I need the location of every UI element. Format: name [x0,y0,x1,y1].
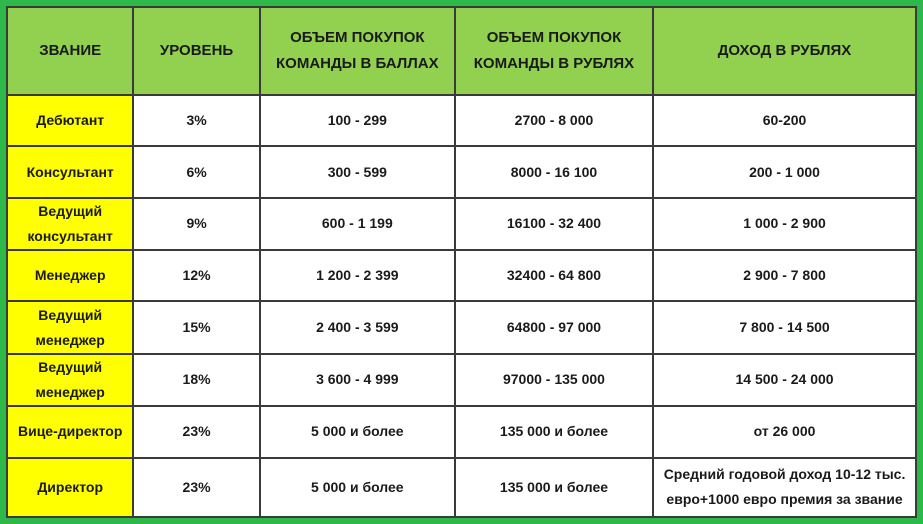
table-row [7,95,916,146]
table-row [7,458,916,517]
header-rubles-volume: ОБЪЕМ ПОКУПОК КОМАНДЫ В РУБЛЯХ [455,7,653,95]
level-cell: 18% [133,354,259,406]
rank-cell: Дебютант [7,95,133,146]
rubles-cell: 16100 - 32 400 [455,198,653,250]
income-cell: Средний годовой доход 10-12 тыс. евро+1000 евро премия за звание [653,458,916,517]
table-row [7,354,916,406]
level-cell: 12% [133,250,259,301]
rank-income-table [6,6,917,518]
income-cell: 7 800 - 14 500 [653,301,916,353]
table-header-row [7,7,916,95]
level-cell: 23% [133,458,259,517]
rank-cell: Ведущий менеджер [7,301,133,353]
points-cell: 2 400 - 3 599 [260,301,455,353]
income-cell: от 26 000 [653,406,916,457]
level-cell: 23% [133,406,259,457]
table-row [7,301,916,353]
income-cell: 60-200 [653,95,916,146]
level-cell: 3% [133,95,259,146]
income-cell: 200 - 1 000 [653,146,916,197]
income-cell: 14 500 - 24 000 [653,354,916,406]
rubles-cell: 32400 - 64 800 [455,250,653,301]
table-row [7,250,916,301]
points-cell: 100 - 299 [260,95,455,146]
points-cell: 5 000 и более [260,458,455,517]
rank-cell: Вице-директор [7,406,133,457]
income-cell: 2 900 - 7 800 [653,250,916,301]
points-cell: 3 600 - 4 999 [260,354,455,406]
header-points-volume: ОБЪЕМ ПОКУПОК КОМАНДЫ В БАЛЛАХ [260,7,455,95]
rubles-cell: 97000 - 135 000 [455,354,653,406]
points-cell: 5 000 и более [260,406,455,457]
rubles-cell: 8000 - 16 100 [455,146,653,197]
points-cell: 1 200 - 2 399 [260,250,455,301]
income-cell: 1 000 - 2 900 [653,198,916,250]
rubles-cell: 64800 - 97 000 [455,301,653,353]
level-cell: 9% [133,198,259,250]
rubles-cell: 2700 - 8 000 [455,95,653,146]
rubles-cell: 135 000 и более [455,406,653,457]
header-income: ДОХОД В РУБЛЯХ [653,7,916,95]
level-cell: 6% [133,146,259,197]
level-cell: 15% [133,301,259,353]
rubles-cell: 135 000 и более [455,458,653,517]
points-cell: 600 - 1 199 [260,198,455,250]
rank-cell: Ведущий менеджер [7,354,133,406]
header-rank: ЗВАНИЕ [7,7,133,95]
table-row [7,198,916,250]
rank-cell: Директор [7,458,133,517]
table-row [7,406,916,457]
header-level: УРОВЕНЬ [133,7,259,95]
points-cell: 300 - 599 [260,146,455,197]
table-row [7,146,916,197]
rank-cell: Консультант [7,146,133,197]
rank-cell: Ведущий консультант [7,198,133,250]
rank-cell: Менеджер [7,250,133,301]
